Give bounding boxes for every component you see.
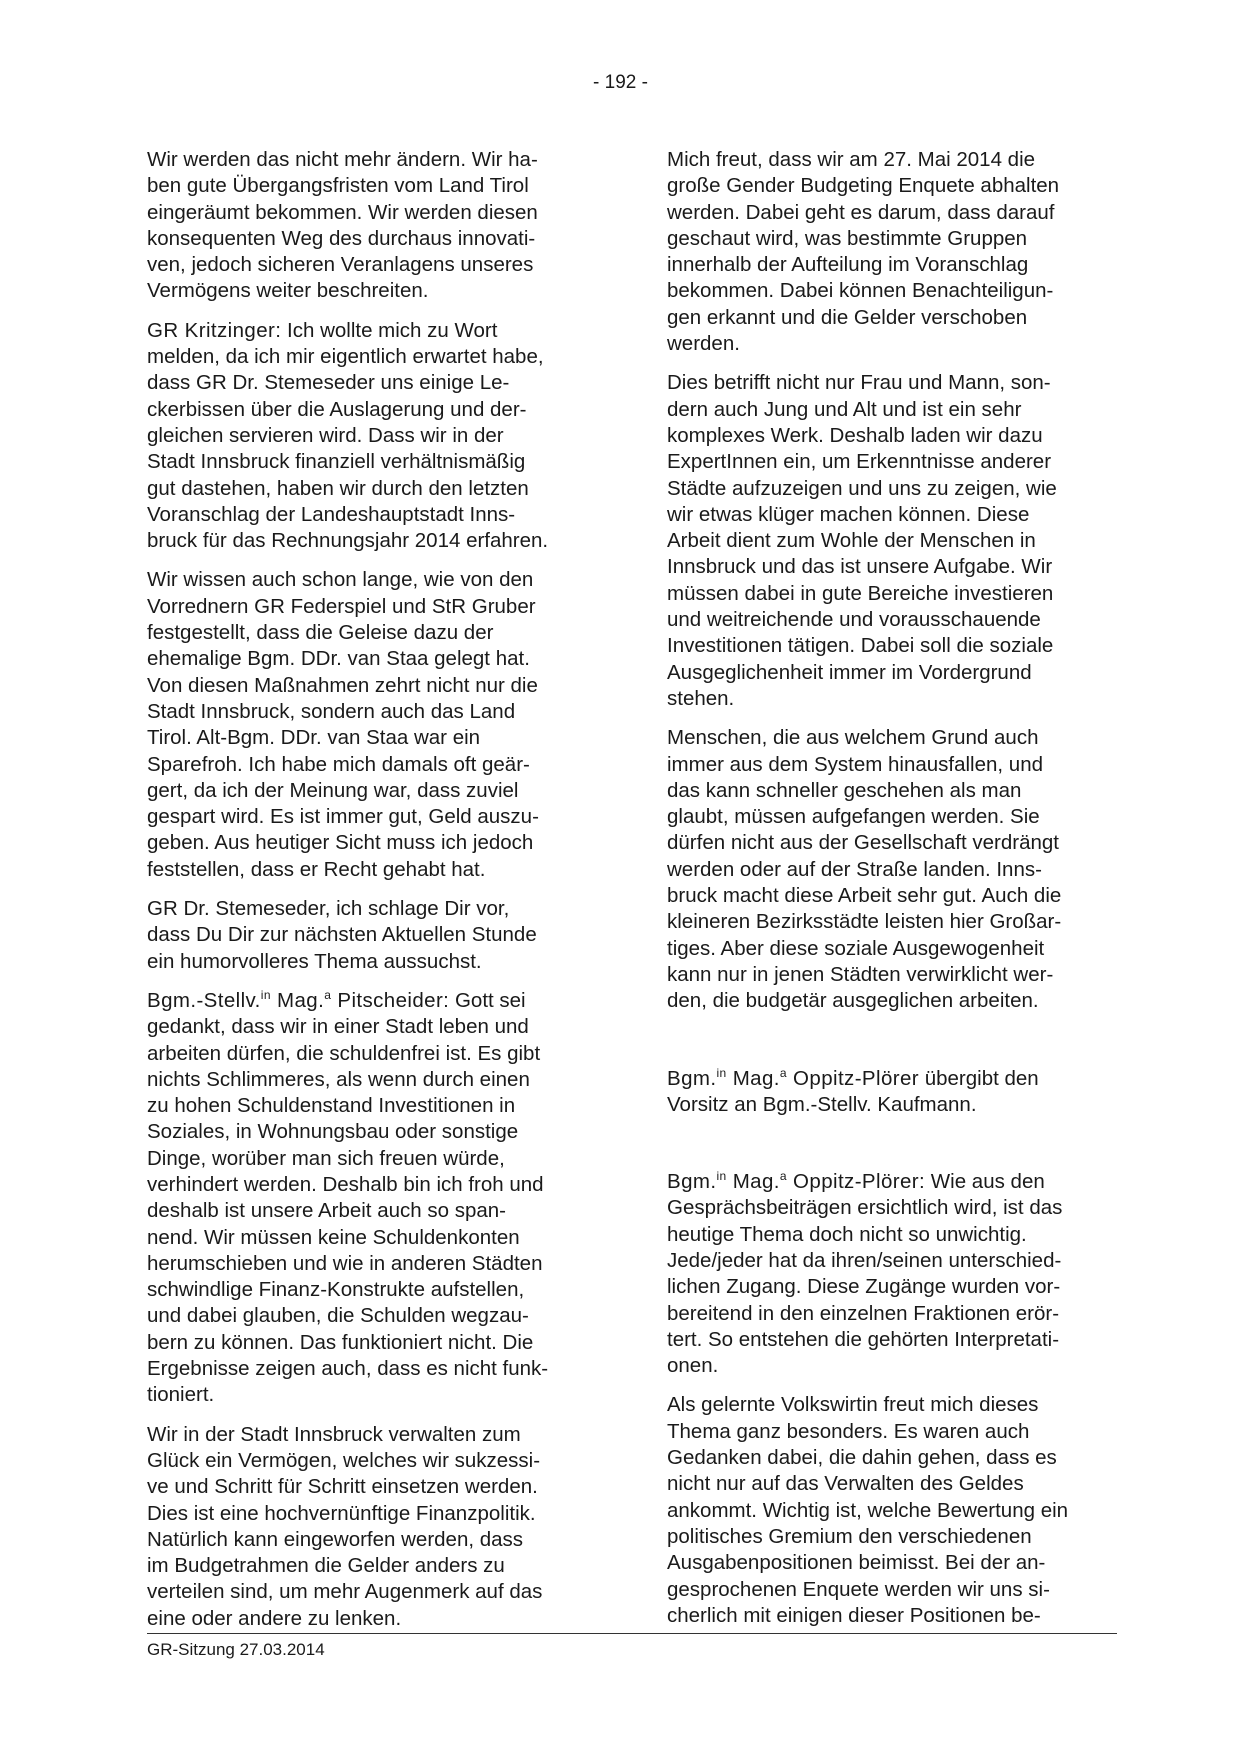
text-line: kleineren Bezirksstädte leisten hier Großar- bbox=[667, 910, 1062, 934]
text-line bbox=[667, 1169, 1117, 1195]
text-line: Voranschlag der Landeshauptstadt Inns- bbox=[147, 502, 516, 526]
text-line: Thema ganz besonders. Es waren auch bbox=[667, 1419, 1030, 1443]
text-line: dass GR Dr. Stemeseder uns einige Le- bbox=[147, 371, 510, 395]
footer-divider bbox=[147, 1633, 1117, 1634]
text-line: dass Du Dir zur nächsten Aktuellen Stunde bbox=[147, 923, 537, 947]
text-line: Soziales, in Wohnungsbau oder sonstige bbox=[147, 1120, 519, 1144]
speaker-part: Oppitz-Plörer bbox=[786, 1066, 920, 1090]
speaker-part: Bgm.-Stellv. bbox=[147, 988, 261, 1012]
text-line: Menschen, die aus welchem Grund auch bbox=[667, 726, 1039, 750]
text-line: Mich freut, dass wir am 27. Mai 2014 die bbox=[667, 148, 1036, 171]
text-line: und dabei glauben, die Schulden wegzau- bbox=[147, 1304, 529, 1328]
text-line: tioniert. bbox=[147, 1383, 215, 1407]
text-line: den, die budgetär ausgeglichen arbeiten. bbox=[667, 989, 1039, 1013]
text-line: Wir werden das nicht mehr ändern. Wir ha- bbox=[147, 148, 538, 171]
paragraph bbox=[147, 318, 597, 555]
text-line bbox=[147, 318, 597, 344]
speaker-part: Mag. bbox=[726, 1066, 780, 1090]
speaker-part: Bgm. bbox=[667, 1066, 717, 1090]
speaker-name bbox=[147, 989, 449, 1012]
text-line: komplexes Werk. Deshalb laden wir dazu bbox=[667, 423, 1043, 447]
superscript: in bbox=[260, 987, 271, 1002]
text-line: Sparefroh. Ich habe mich damals oft geär- bbox=[147, 752, 530, 776]
text-line: dern auch Jung und Alt und ist ein sehr bbox=[667, 397, 1022, 421]
paragraph bbox=[667, 1169, 1117, 1379]
text-line: gedankt, dass wir in einer Stadt leben und bbox=[147, 1015, 529, 1039]
text-line: ve und Schritt für Schritt einsetzen werden. bbox=[147, 1475, 538, 1499]
text-line: deshalb ist unsere Arbeit auch so span- bbox=[147, 1199, 506, 1223]
text-line: ankommt. Wichtig ist, welche Bewertung ein bbox=[667, 1498, 1069, 1522]
text-line: gut dastehen, haben wir durch den letzten bbox=[147, 476, 529, 500]
text-line: gesprochenen Enquete werden wir uns si- bbox=[667, 1577, 1050, 1601]
text-line: Von diesen Maßnahmen zehrt nicht nur die bbox=[147, 673, 538, 697]
text-line: Gedanken dabei, die dahin gehen, dass es bbox=[667, 1446, 1057, 1470]
text-line: Ausgeglichenheit immer im Vordergrund bbox=[667, 660, 1032, 684]
text-line: arbeiten dürfen, die schuldenfrei ist. Es gibt bbox=[147, 1041, 541, 1065]
text-line: dürfen nicht aus der Gesellschaft verdrängt bbox=[667, 831, 1059, 855]
text-line: konsequenten Weg des durchaus innovati- bbox=[147, 226, 536, 250]
text-line: ExpertInnen ein, um Erkenntnisse anderer bbox=[667, 450, 1052, 474]
text-line: gespart wird. Es ist immer gut, Geld auszu- bbox=[147, 805, 539, 829]
page-number: - 192 - bbox=[593, 72, 648, 93]
text-line: verteilen sind, um mehr Augenmerk auf das bbox=[147, 1580, 543, 1604]
text-line: festgestellt, dass die Geleise dazu der bbox=[147, 621, 494, 645]
text-line: stehen. bbox=[667, 686, 735, 710]
paragraph bbox=[147, 567, 597, 883]
text-line: geben. Aus heutiger Sicht muss ich jedoch bbox=[147, 831, 534, 855]
text-line: bern zu können. Das funktioniert nicht. Die bbox=[147, 1330, 534, 1354]
text-line: bruck für das Rechnungsjahr 2014 erfahren. bbox=[147, 529, 549, 553]
text-line: Als gelernte Volkswirtin freut mich dieses bbox=[667, 1393, 1039, 1417]
text-line: werden oder auf der Straße landen. Inns- bbox=[667, 857, 1042, 881]
text-fragment: Wie aus den bbox=[925, 1170, 1045, 1194]
text-line: ehemalige Bgm. DDr. van Staa gelegt hat. bbox=[147, 647, 530, 671]
text-line: eine oder andere zu lenken. bbox=[147, 1606, 402, 1630]
text-line: Jede/jeder hat da ihren/seinen unterschied- bbox=[667, 1248, 1062, 1272]
right-column bbox=[667, 147, 1117, 1642]
speaker-part: Oppitz-Plörer: bbox=[786, 1170, 926, 1194]
text-line: Tirol. Alt-Bgm. DDr. van Staa war ein bbox=[147, 726, 481, 750]
text-line: und weitreichende und vorausschauende bbox=[667, 608, 1041, 632]
text-line: große Gender Budgeting Enquete abhalten bbox=[667, 174, 1060, 198]
text-line: Arbeit dient zum Wohle der Menschen in bbox=[667, 529, 1036, 553]
text-line: verhindert werden. Deshalb bin ich froh und bbox=[147, 1172, 544, 1196]
text-line: bekommen. Dabei können Benachteiligun- bbox=[667, 279, 1054, 303]
text-line: cherlich mit einigen dieser Positionen be- bbox=[667, 1603, 1041, 1627]
paragraph bbox=[667, 1066, 1117, 1119]
speaker-part: Mag. bbox=[270, 988, 325, 1012]
text-line: Stadt Innsbruck, sondern auch das Land bbox=[147, 699, 516, 723]
text-line: eingeräumt bekommen. Wir werden diesen bbox=[147, 200, 538, 224]
text-line bbox=[667, 1066, 1117, 1092]
paragraph bbox=[667, 147, 1117, 357]
paragraph bbox=[667, 370, 1117, 712]
text-line: nicht nur auf das Verwalten des Geldes bbox=[667, 1472, 1024, 1496]
paragraph bbox=[667, 1392, 1117, 1629]
text-line: ein humorvolleres Thema aussuchst. bbox=[147, 949, 482, 973]
speaker-name bbox=[667, 1170, 925, 1193]
text-line: Ergebnisse zeigen auch, dass es nicht funk- bbox=[147, 1357, 549, 1381]
speaker-part: Pitscheider: bbox=[331, 988, 450, 1012]
text-line: Vorrednern GR Federspiel und StR Gruber bbox=[147, 594, 536, 618]
text-line: GR Dr. Stemeseder, ich schlage Dir vor, bbox=[147, 897, 510, 921]
text-line: Vermögens weiter beschreiten. bbox=[147, 279, 429, 303]
text-line: zu hohen Schuldenstand Investitionen in bbox=[147, 1094, 516, 1118]
text-line: bereitend in den einzelnen Fraktionen erör- bbox=[667, 1301, 1060, 1325]
superscript: a bbox=[779, 1065, 787, 1080]
text-line: Wir wissen auch schon lange, wie von den bbox=[147, 568, 534, 592]
text-line: tert. So entstehen die gehörten Interpretati- bbox=[667, 1327, 1060, 1351]
left-column bbox=[147, 147, 597, 1645]
text-fragment: Gott sei bbox=[449, 988, 526, 1012]
text-line: Stadt Innsbruck finanziell verhältnismäßig bbox=[147, 450, 526, 474]
text-line: Dies ist eine hochvernünftige Finanzpolitik. bbox=[147, 1501, 536, 1525]
text-line: werden. Dabei geht es darum, dass darauf bbox=[667, 200, 1055, 224]
spacer bbox=[667, 1028, 1117, 1066]
text-line: onen. bbox=[667, 1354, 719, 1378]
superscript: a bbox=[779, 1169, 787, 1184]
text-line: innerhalb der Aufteilung im Voranschlag bbox=[667, 253, 1029, 277]
text-line: nichts Schlimmeres, als wenn durch einen bbox=[147, 1067, 530, 1091]
text-line: im Budgetrahmen die Gelder anders zu bbox=[147, 1554, 505, 1578]
text-line: heutige Thema doch nicht so unwichtig. bbox=[667, 1222, 1027, 1246]
text-line: nend. Wir müssen keine Schuldenkonten bbox=[147, 1225, 520, 1249]
text-line: glaubt, müssen aufgefangen werden. Sie bbox=[667, 805, 1040, 829]
superscript: in bbox=[716, 1065, 727, 1080]
text-line: müssen dabei in gute Bereiche investieren bbox=[667, 581, 1054, 605]
text-line: schwindlige Finanz-Konstrukte aufstellen, bbox=[147, 1278, 525, 1302]
paragraph bbox=[147, 988, 597, 1409]
text-line: melden, da ich mir eigentlich erwartet habe, bbox=[147, 345, 544, 369]
text-line: lichen Zugang. Diese Zugänge wurden vor- bbox=[667, 1275, 1061, 1299]
text-line: Investitionen tätigen. Dabei soll die soziale bbox=[667, 634, 1054, 658]
text-line: Dies betrifft nicht nur Frau und Mann, son- bbox=[667, 371, 1051, 395]
text-line: politisches Gremium den verschiedenen bbox=[667, 1524, 1032, 1548]
text-line: immer aus dem System hinausfallen, und bbox=[667, 752, 1044, 776]
paragraph bbox=[147, 147, 597, 305]
superscript: a bbox=[324, 987, 332, 1002]
speaker-part: Bgm. bbox=[667, 1170, 717, 1194]
speaker-name bbox=[667, 1067, 919, 1090]
text-line: bruck macht diese Arbeit sehr gut. Auch die bbox=[667, 884, 1062, 908]
spacer bbox=[667, 1131, 1117, 1169]
text-line: werden. bbox=[667, 332, 740, 356]
text-line: Gesprächsbeiträgen ersichtlich wird, ist das bbox=[667, 1196, 1063, 1220]
text-line: geschaut wird, was bestimmte Gruppen bbox=[667, 226, 1028, 250]
text-line: tiges. Aber diese soziale Ausgewogenheit bbox=[667, 936, 1045, 960]
text-line: Vorsitz an Bgm.-Stellv. Kaufmann. bbox=[667, 1092, 977, 1116]
text-line: wir etwas klüger machen können. Diese bbox=[667, 502, 1030, 526]
text-line: gen erkannt und die Gelder verschoben bbox=[667, 305, 1028, 329]
text-line: Dinge, worüber man sich freuen würde, bbox=[147, 1146, 505, 1170]
text-line: Glück ein Vermögen, welches wir sukzessi- bbox=[147, 1448, 541, 1472]
paragraph bbox=[147, 896, 597, 975]
footer-label: GR-Sitzung 27.03.2014 bbox=[147, 1640, 325, 1659]
text-line: herumschieben und wie in anderen Städten bbox=[147, 1251, 543, 1275]
text-line bbox=[147, 988, 597, 1014]
paragraph bbox=[147, 1422, 597, 1632]
text-line: das kann schneller geschehen als man bbox=[667, 778, 1022, 802]
text-line: gert, da ich der Meinung war, dass zuviel bbox=[147, 778, 519, 802]
text-fragment: übergibt den bbox=[919, 1066, 1039, 1090]
text-line: Ausgabenpositionen beimisst. Bei der an- bbox=[667, 1551, 1046, 1575]
speaker-part: Mag. bbox=[726, 1170, 780, 1194]
text-fragment: Ich wollte mich zu Wort bbox=[281, 318, 498, 342]
text-line: Städte aufzuzeigen und uns zu zeigen, wie bbox=[667, 476, 1057, 500]
superscript: in bbox=[716, 1169, 727, 1184]
text-line: Natürlich kann eingeworfen werden, dass bbox=[147, 1527, 524, 1551]
text-line: kann nur in jenen Städten verwirklicht wer- bbox=[667, 962, 1054, 986]
speaker-name: GR Kritzinger: bbox=[147, 318, 282, 342]
text-line: gleichen servieren wird. Dass wir in der bbox=[147, 423, 504, 447]
text-line: Innsbruck und das ist unsere Aufgabe. Wir bbox=[667, 555, 1053, 579]
text-line: feststellen, dass er Recht gehabt hat. bbox=[147, 857, 486, 881]
text-line: Wir in der Stadt Innsbruck verwalten zum bbox=[147, 1422, 521, 1446]
text-line: ckerbissen über die Auslagerung und der- bbox=[147, 397, 527, 421]
text-line: ben gute Übergangsfristen vom Land Tirol bbox=[147, 174, 529, 198]
text-line: ven, jedoch sicheren Veranlagens unseres bbox=[147, 253, 534, 277]
paragraph bbox=[667, 725, 1117, 1014]
